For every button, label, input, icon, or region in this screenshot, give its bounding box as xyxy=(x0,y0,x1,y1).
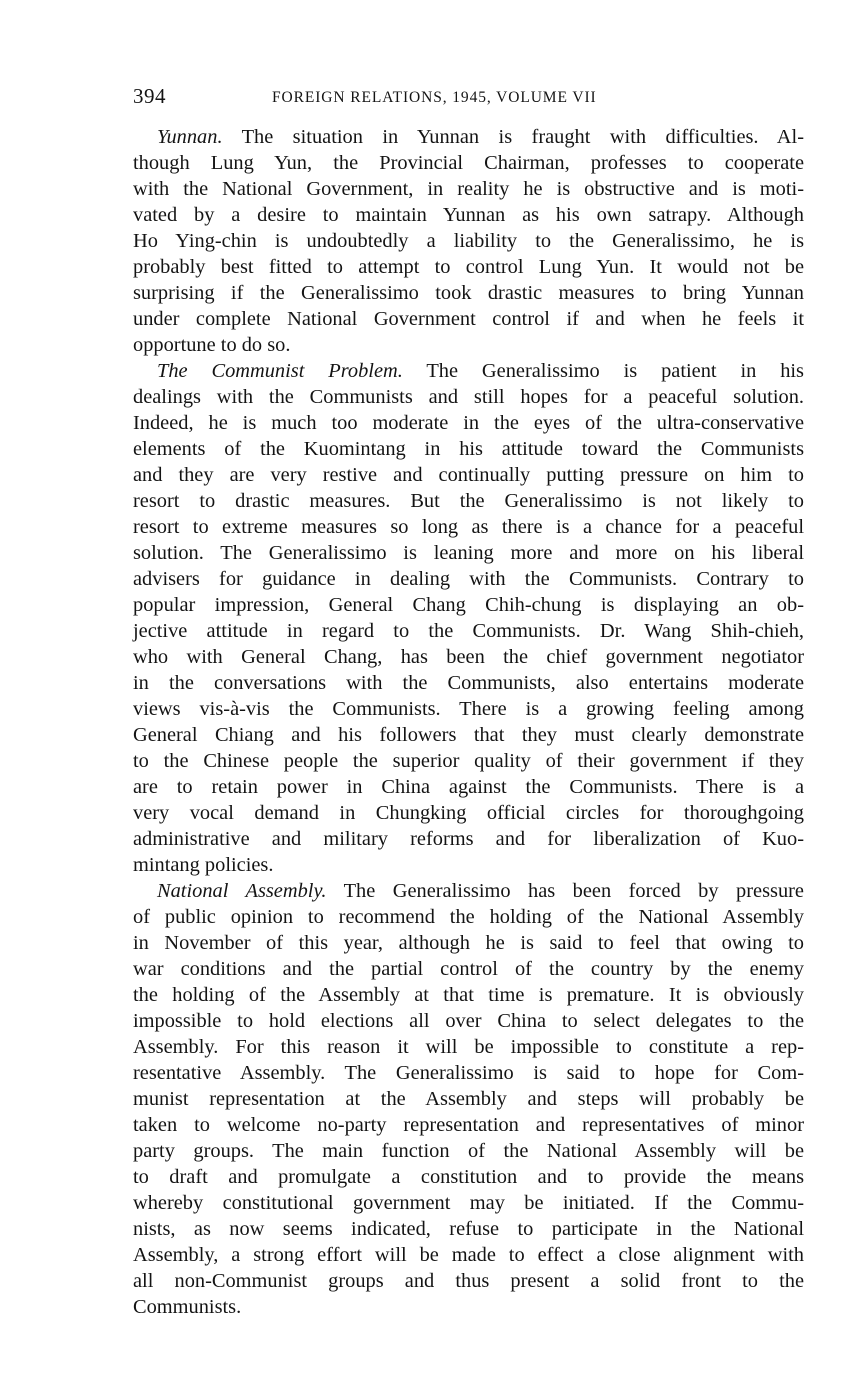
text-line: whereby constitutional government may be initiated. If the Commu- xyxy=(133,1192,804,1214)
text-line: who with General Chang, has been the chief government negotiator xyxy=(133,646,804,668)
document-page xyxy=(133,84,804,1320)
text-line: vated by a desire to maintain Yunnan as his own satrapy. Although xyxy=(133,204,804,226)
running-head xyxy=(133,84,804,114)
text-line xyxy=(133,878,804,904)
text-line: to the Chinese people the superior quality of their government if they xyxy=(133,750,804,772)
text-line: mintang policies. xyxy=(133,854,274,876)
text-line: probably best fitted to attempt to control Lung Yun. It would not be xyxy=(133,256,804,278)
text-line: to draft and promulgate a constitution and to provide the means xyxy=(133,1166,804,1188)
text-line: jective attitude in regard to the Communists. Dr. Wang Shih-chieh, xyxy=(133,620,804,642)
text-line: all non-Communist groups and thus present a solid front to the xyxy=(133,1270,804,1292)
line-text: The situation in Yunnan is fraught with difficulties. Al- xyxy=(222,126,804,148)
text-line: nists, as now seems indicated, refuse to participate in the National xyxy=(133,1218,804,1240)
paragraph-heading: The Communist Problem. xyxy=(157,360,403,382)
text-line: very vocal demand in Chungking official circles for thoroughgoing xyxy=(133,802,804,824)
text-line: opportune to do so. xyxy=(133,334,291,356)
text-line: of public opinion to recommend the holding of the National Assembly xyxy=(133,906,804,928)
page-number: 394 xyxy=(133,84,166,108)
text-line: the holding of the Assembly at that time is premature. It is obviously xyxy=(133,984,804,1006)
text-line: taken to welcome no-party representation and representatives of minor xyxy=(133,1114,804,1136)
text-line: in the conversations with the Communists, also entertains moderate xyxy=(133,672,804,694)
text-line: General Chiang and his followers that they must clearly demonstrate xyxy=(133,724,804,746)
line-text: The Generalissimo is patient in his xyxy=(402,360,804,382)
text-line: Assembly, a strong effort will be made to effect a close alignment with xyxy=(133,1244,804,1266)
text-line: munist representation at the Assembly and steps will probably be xyxy=(133,1088,804,1110)
text-line: resort to drastic measures. But the Generalissimo is not likely to xyxy=(133,490,804,512)
text-line: are to retain power in China against the Communists. There is a xyxy=(133,776,804,798)
text-line: popular impression, General Chang Chih-chung is displaying an ob- xyxy=(133,594,804,616)
body-text xyxy=(133,124,804,1320)
text-line: Ho Ying-chin is undoubtedly a liability to the Generalissimo, he is xyxy=(133,230,804,252)
text-line: dealings with the Communists and still hopes for a peaceful solution. xyxy=(133,386,804,408)
text-line: elements of the Kuomintang in his attitude toward the Communists xyxy=(133,438,804,460)
text-line: and they are very restive and continually putting pressure on him to xyxy=(133,464,804,486)
text-line: Assembly. For this reason it will be impossible to constitute a rep- xyxy=(133,1036,804,1058)
text-line: advisers for guidance in dealing with the Communists. Contrary to xyxy=(133,568,804,590)
text-line: impossible to hold elections all over China to select delegates to the xyxy=(133,1010,804,1032)
text-line: Communists. xyxy=(133,1296,242,1318)
text-line: resort to extreme measures so long as there is a chance for a peaceful xyxy=(133,516,804,538)
text-line: in November of this year, although he is said to feel that owing to xyxy=(133,932,804,954)
paragraph-communist-problem xyxy=(133,358,804,878)
text-line: party groups. The main function of the National Assembly will be xyxy=(133,1140,804,1162)
text-line: resentative Assembly. The Generalissimo is said to hope for Com- xyxy=(133,1062,804,1084)
paragraph-heading: Yunnan. xyxy=(157,126,223,148)
text-line: under complete National Government control if and when he feels it xyxy=(133,308,804,330)
text-line: administrative and military reforms and for liberalization of Kuo- xyxy=(133,828,804,850)
text-line: views vis-à-vis the Communists. There is a growing feeling among xyxy=(133,698,804,720)
text-line: with the National Government, in reality he is obstructive and is moti- xyxy=(133,178,804,200)
header-title: FOREIGN RELATIONS, 1945, VOLUME VII xyxy=(272,89,597,106)
text-line: solution. The Generalissimo is leaning more and more on his liberal xyxy=(133,542,804,564)
text-line: Indeed, he is much too moderate in the eyes of the ultra-conservative xyxy=(133,412,804,434)
line-text: The Generalissimo has been forced by pressure xyxy=(326,880,804,902)
paragraph-yunnan xyxy=(133,124,804,358)
text-line: war conditions and the partial control of the country by the enemy xyxy=(133,958,804,980)
text-line: surprising if the Generalissimo took drastic measures to bring Yunnan xyxy=(133,282,804,304)
text-line xyxy=(133,124,804,150)
paragraph-national-assembly xyxy=(133,878,804,1320)
paragraph-heading: National Assembly. xyxy=(157,880,327,902)
text-line xyxy=(133,358,804,384)
text-line: though Lung Yun, the Provincial Chairman, professes to cooperate xyxy=(133,152,804,174)
